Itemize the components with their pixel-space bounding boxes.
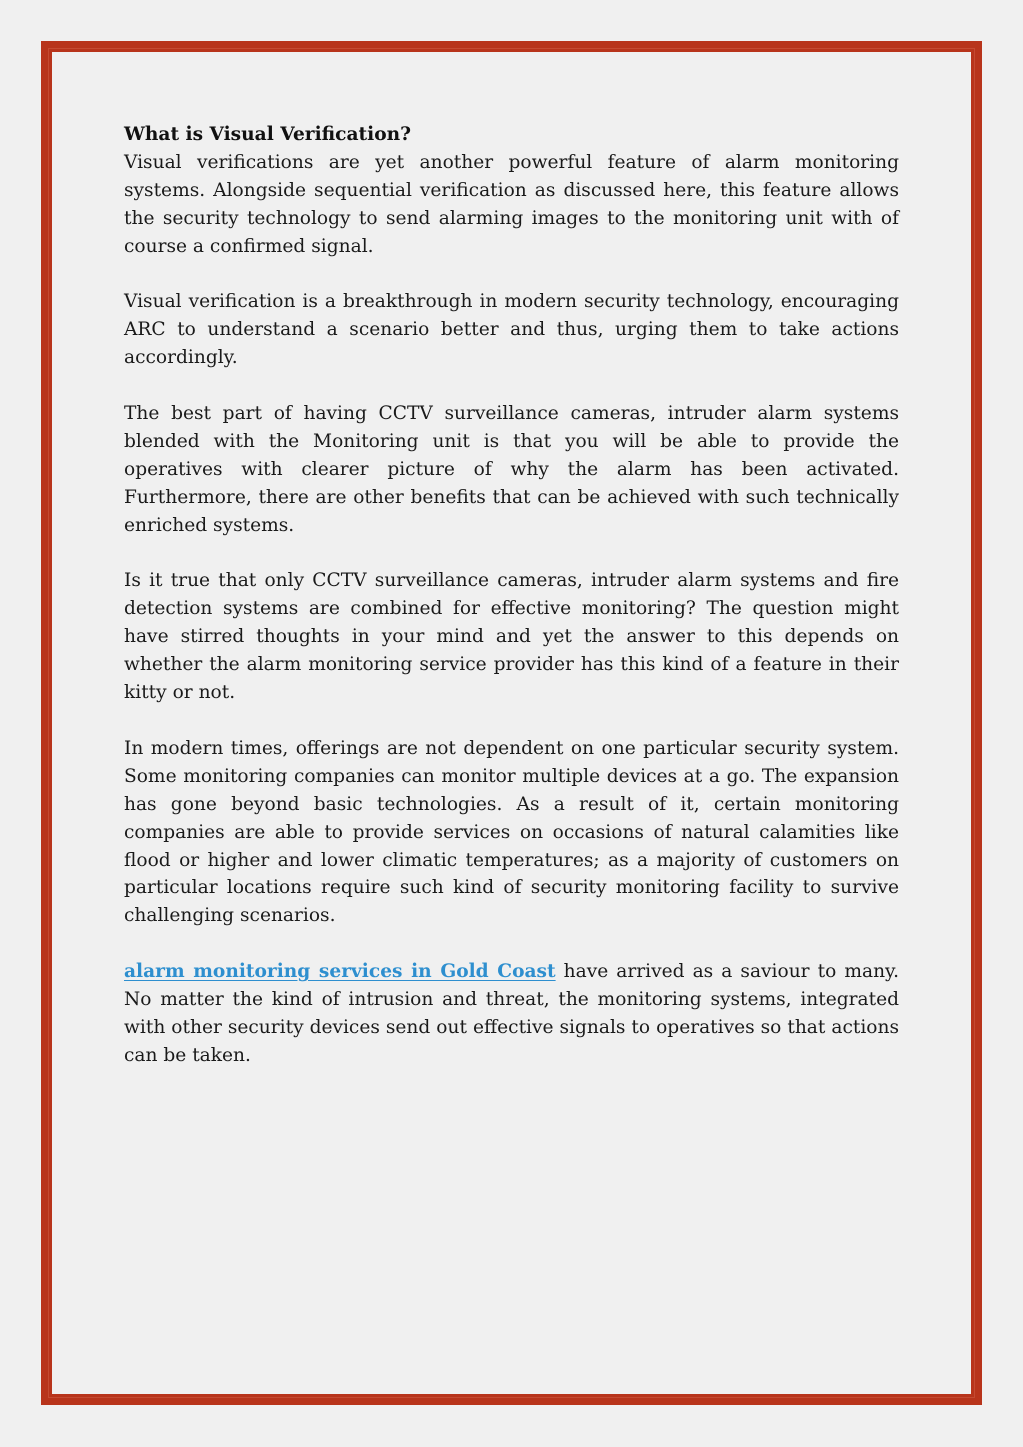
paragraph-cctv-benefits: The best part of having CCTV surveillance cameras, intruder alarm systems blended with the Monitoring unit is that you will be able to provide the operatives with clearer picture of why the alarm has been activated. Furthermore, there are other benefits that can be achieved with such technically enriched systems. — [124, 403, 899, 536]
document-body — [124, 121, 899, 1098]
gold-coast-paragraph-text: have arrived as a saviour to many. No matter the kind of intrusion and threat, the monitoring systems, integrated with other security devices send out effective signals to operatives so that actions can be taken. — [124, 961, 899, 1066]
gold-coast-services-link[interactable]: alarm monitoring services in Gold Coast — [124, 961, 556, 983]
paragraph-breakthrough: Visual verification is a breakthrough in modern security technology, encouraging ARC to understand a scenario better and thus, urging them to take actions accordingly. — [124, 291, 899, 369]
paragraph-modern-offerings: In modern times, offerings are not dependent on one particular security system. Some monitoring companies can monitor multiple devices at a go. The expansion has gone beyond basic technologies. As a result of it, certain monitoring companies are able to provide services on occasions of natural calamities like flood or higher and lower climatic temperatures; as a majority of customers on particular locations require such kind of security monitoring facility to survive challenging scenarios. — [124, 737, 899, 927]
section-heading: What is Visual Verification? — [124, 124, 412, 145]
paragraph-combined-monitoring-question: Is it true that only CCTV surveillance cameras, intruder alarm systems and fire detection systems are combined for effective monitoring? The question might have stirred thoughts in your mind and yet the answer to this depends on whether the alarm monitoring service provider has this kind of a feature in their kitty or not. — [124, 570, 899, 704]
paragraph-gold-coast-services — [124, 958, 899, 1070]
paragraph-visual-verification-intro: Visual verifications are yet another powerful feature of alarm monitoring systems. Alongside sequential verification as discussed here, this feature allows the security technology to send alarming images to the monitoring unit with of course a confirmed signal. — [124, 151, 899, 257]
